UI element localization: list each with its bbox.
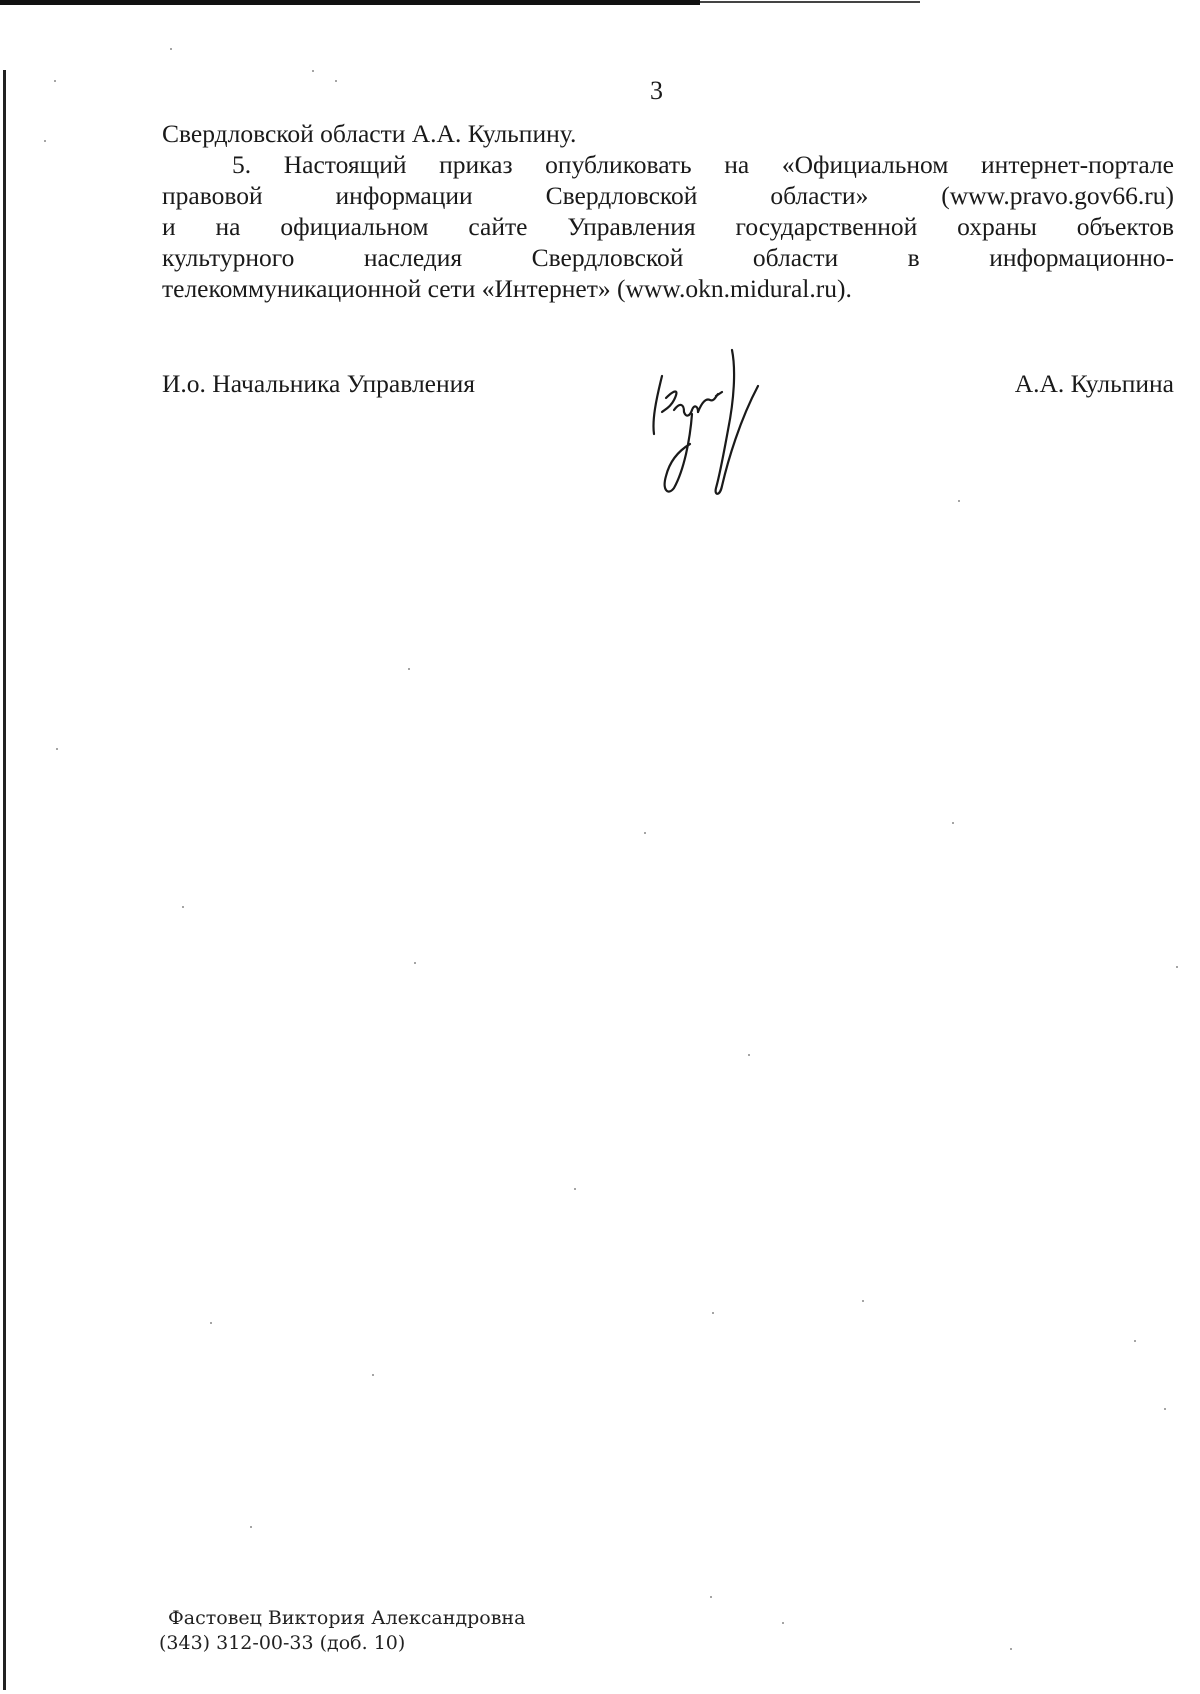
executor-contact [159, 1606, 526, 1656]
scan-speck [56, 748, 58, 750]
paragraph-5-line-1: 5. Настоящий приказ опубликовать на «Официальном интернет-портале [232, 150, 1174, 179]
scan-speck [862, 1300, 864, 1302]
scan-left-edge [3, 70, 6, 1690]
document-body [162, 118, 1174, 304]
paragraph-5-line-3: и на официальном сайте Управления государственной охраны объектов [162, 212, 1174, 241]
scan-speck [644, 832, 646, 834]
scan-speck [710, 1596, 712, 1598]
paragraph-5-line-4: культурного наследия Свердловской области в информационно- [162, 243, 1174, 272]
scan-speck [414, 962, 416, 964]
scan-speck [54, 80, 56, 82]
scan-speck [958, 500, 960, 502]
scan-speck [335, 80, 337, 82]
scan-speck [372, 1374, 374, 1376]
scan-speck [182, 906, 184, 908]
scan-speck [574, 1188, 576, 1190]
scan-speck [712, 1312, 714, 1314]
page-number: 3 [650, 76, 663, 105]
scan-speck [748, 1054, 750, 1056]
scan-speck [782, 1622, 784, 1624]
scan-speck [408, 668, 410, 670]
scan-speck [1164, 1408, 1166, 1410]
scan-speck [210, 1322, 212, 1324]
scan-speck [1134, 1340, 1136, 1342]
body-line-1: Свердловской области А.А. Кульпину. [162, 119, 577, 148]
paragraph-5-line-5: телекоммуникационной сети «Интернет» (www.okn.midural.ru). [162, 274, 852, 303]
scan-speck [1176, 966, 1178, 968]
scan-speck [952, 822, 954, 824]
paragraph-5-line-2: правовой информации Свердловской области» (www.pravo.gov66.ru) [162, 181, 1174, 210]
signer-name: А.А. Кульпина [1014, 369, 1174, 398]
scan-speck [170, 48, 172, 50]
executor-name: Фастовец Виктория Александровна [168, 1607, 526, 1629]
scan-speck [1010, 1648, 1012, 1650]
scan-speck [44, 140, 46, 142]
scan-top-edge-thin [700, 1, 920, 3]
handwritten-signature-icon [640, 340, 780, 500]
scan-speck [250, 1526, 252, 1528]
scan-top-edge [0, 0, 700, 5]
signer-title: И.о. Начальника Управления [162, 369, 476, 398]
scan-speck [312, 70, 314, 72]
executor-phone: (343) 312-00-33 (доб. 10) [159, 1632, 406, 1654]
